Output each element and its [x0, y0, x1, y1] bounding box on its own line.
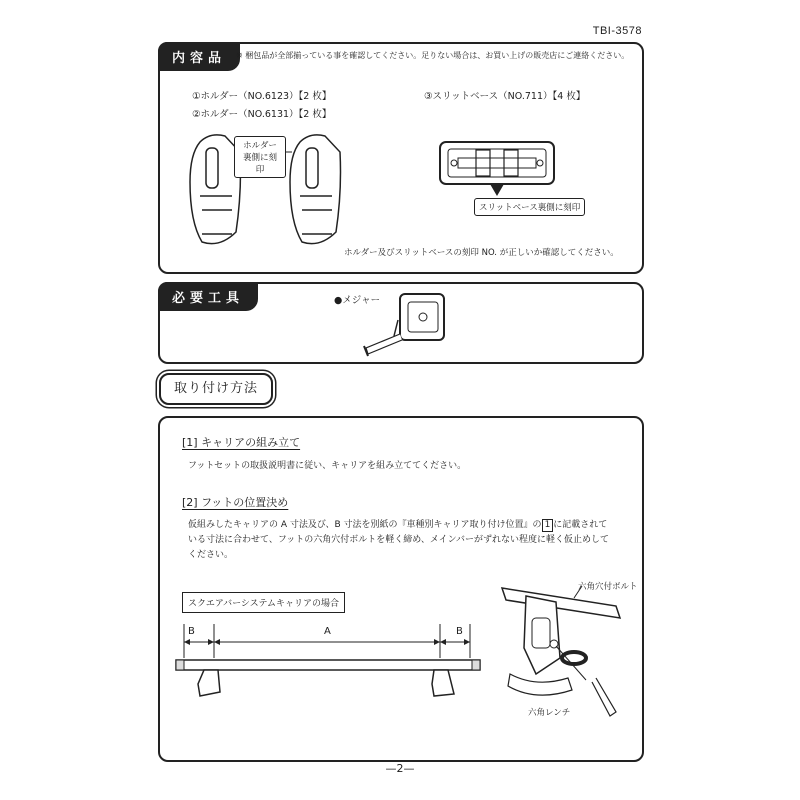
install-section-title: 取り付け方法 — [159, 373, 273, 405]
step1-heading: [1] キャリアの組み立て — [182, 436, 301, 449]
slit-base-callout: スリットベース裏側に刻印 — [474, 198, 585, 216]
holder-callout — [234, 136, 286, 178]
tool-tape-measure: ●メジャー — [334, 295, 381, 306]
install-panel — [158, 416, 644, 762]
dimension-a: A — [324, 626, 331, 637]
step2-box-number: 1 — [542, 519, 554, 532]
check-note: ホルダー及びスリットベースの刻印 NO. が正しいか確認してください。 — [344, 248, 619, 258]
contents-panel — [158, 42, 644, 274]
tools-tab: 必要工具 — [158, 282, 258, 311]
diagram-caption: スクエアバーシステムキャリアの場合 — [182, 592, 345, 613]
holder-callout-line2: 裏側に刻印 — [242, 153, 277, 175]
slit-base-illustration — [438, 140, 556, 200]
step1-text: フットセットの取扱説明書に従い、キャリアを組み立ててください。 — [188, 461, 467, 471]
tape-measure-icon — [360, 290, 450, 360]
hex-bolt-label: 六角穴付ボルト — [578, 582, 638, 592]
step2-heading: [2] フットの位置決め — [182, 496, 289, 509]
step2-line1-b: に記載されて — [553, 520, 608, 530]
contents-note: ※ 梱包品が全部揃っている事を確認してください。足りない場合は、お買い上げの販売店にご連絡ください。 — [236, 51, 630, 60]
step2-line2: いる寸法に合わせて、フットの六角穴付ボルトを軽く締め、メインバーがずれない程度に軽く仮止めして — [188, 535, 610, 545]
contents-tab: 内容品 — [158, 42, 240, 71]
step2-line1-a: 仮組みしたキャリアの A 寸法及び、B 寸法を別紙の『車種別キャリア取り付け位置』の — [188, 520, 542, 530]
holder-right-drawing — [290, 135, 341, 244]
tools-panel — [158, 282, 644, 364]
item-holder-6123: ①ホルダー（NO.6123）【2 枚】 — [192, 91, 332, 102]
dimension-b-left: B — [188, 626, 195, 637]
step2-line1 — [188, 517, 607, 532]
item-slit-base: ③スリットベース（NO.711）【4 枚】 — [424, 91, 586, 102]
holder-left-drawing — [190, 135, 241, 244]
hex-wrench-label: 六角レンチ — [528, 708, 571, 718]
holder-callout-line1: ホルダー — [243, 141, 277, 151]
item-holder-6131: ②ホルダー（NO.6131）【2 枚】 — [192, 109, 332, 120]
document-code: TBI-3578 — [592, 25, 642, 37]
step2-line3: ください。 — [188, 550, 234, 560]
dimension-b-right: B — [456, 626, 463, 637]
page-number: —2— — [385, 762, 415, 775]
